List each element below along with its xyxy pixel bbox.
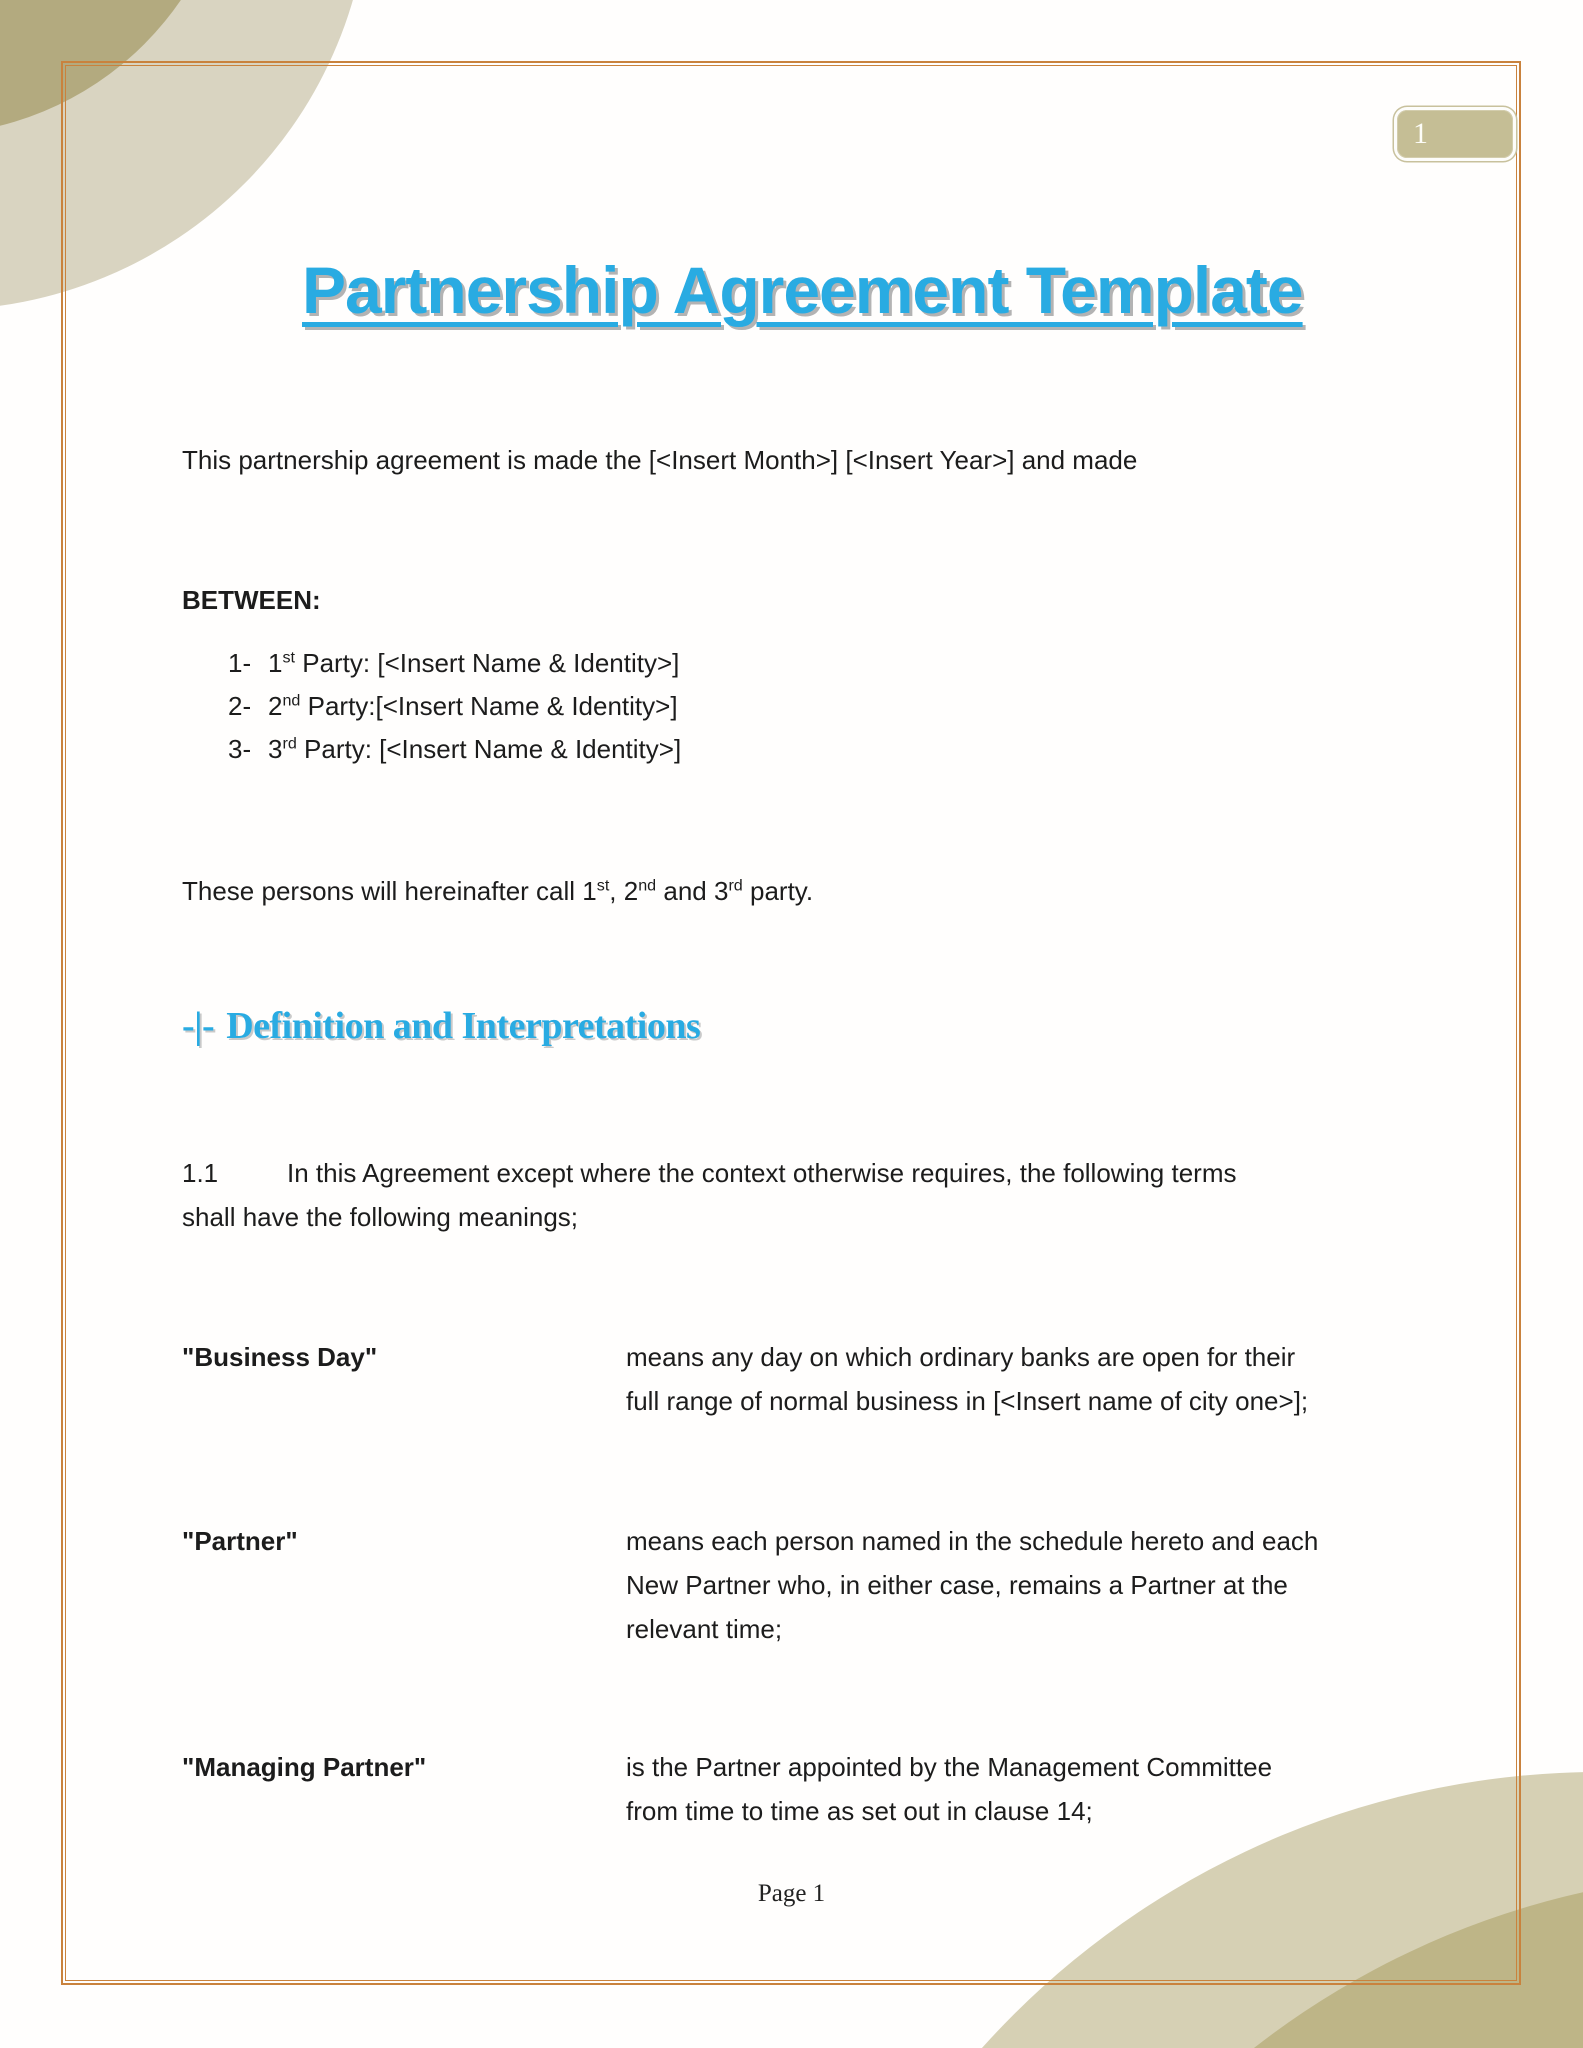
party-item-2 bbox=[228, 691, 681, 734]
section-heading-text: Definition and Interpretations bbox=[226, 1005, 701, 1047]
page-number-badge bbox=[1397, 110, 1513, 158]
definition-term: "Managing Partner" bbox=[182, 1752, 427, 1782]
clause-1-1-line-1 bbox=[182, 1158, 1236, 1202]
party-2-marker: 2- bbox=[228, 691, 252, 721]
definition-body: means each person named in the schedule hereto and each New Partner who, in either case, remains a Partner at the relevant time; bbox=[626, 1526, 1319, 1644]
page-footer: Page 1 bbox=[757, 1880, 826, 1907]
between-label: BETWEEN: bbox=[182, 585, 321, 615]
party-list bbox=[228, 648, 681, 777]
party-3-marker: 3- bbox=[228, 734, 252, 764]
section-heading-definitions bbox=[182, 1004, 700, 1048]
section-heading-prefix: -|- bbox=[182, 1005, 215, 1047]
definition-term: "Partner" bbox=[182, 1526, 298, 1556]
clause-number: 1.1 bbox=[182, 1158, 219, 1188]
party-3-text: 3rd Party: [<Insert Name & Identity>] bbox=[268, 734, 682, 764]
definition-body: means any day on which ordinary banks are open for their full range of normal business in [<Insert name of city one>]; bbox=[626, 1342, 1309, 1416]
definition-body: is the Partner appointed by the Management Committee from time to time as set out in clause 14; bbox=[626, 1752, 1273, 1826]
clause-1-1 bbox=[182, 1158, 1236, 1246]
party-2-text: 2nd Party:[<Insert Name & Identity>] bbox=[268, 691, 678, 721]
clause-1-1-line-2: shall have the following meanings; bbox=[182, 1202, 579, 1232]
page-number-value: 1 bbox=[1413, 117, 1428, 150]
intro-paragraph: This partnership agreement is made the [<Insert Month>] [<Insert Year>] and made bbox=[182, 445, 1138, 475]
clause-text-line-1: In this Agreement except where the context otherwise requires, the following terms bbox=[287, 1158, 1237, 1188]
persons-paragraph: These persons will hereinafter call 1st, 2nd and 3rd party. bbox=[182, 876, 814, 906]
party-1-text: 1st Party: [<Insert Name & Identity>] bbox=[268, 648, 680, 678]
party-1-marker: 1- bbox=[228, 648, 252, 678]
party-item-3 bbox=[228, 734, 681, 777]
definition-term: "Business Day" bbox=[182, 1342, 378, 1372]
party-item-1 bbox=[228, 648, 681, 691]
document-title: Partnership Agreement Template bbox=[302, 253, 1303, 327]
